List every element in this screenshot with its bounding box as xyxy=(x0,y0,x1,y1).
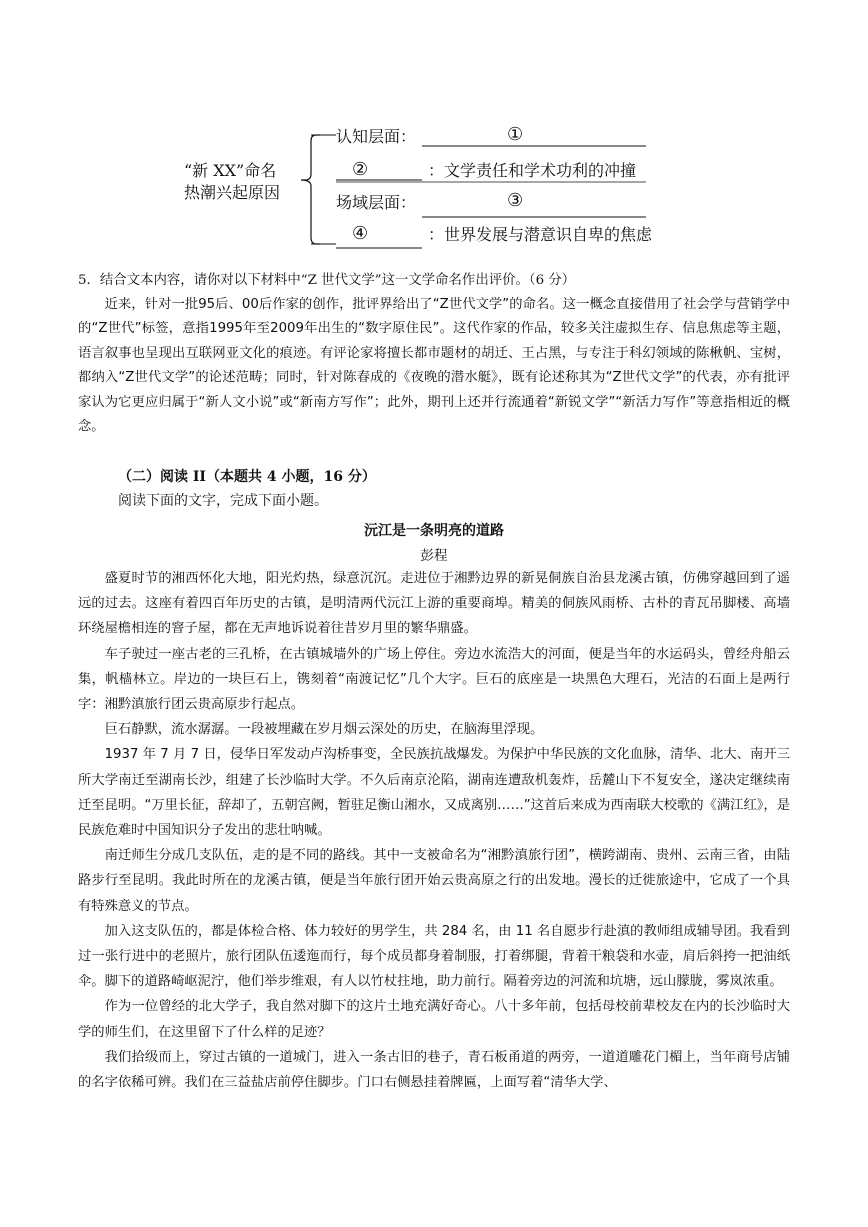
article-paragraph: 加入这支队伍的，都是体检合格、体力较好的男学生，共 284 名，由 11 名自愿步行赴滇的教师组成辅导团。我看到过一张行进中的老照片，旅行团队伍逶迤而行，每个成员都身着制服，打着绑腿，背着干粮袋和水壶，肩后斜挎一把油纸伞。脚下的道路崎岖泥泞，他们举步维艰，有人以竹杖拄地，助力前行。隔着旁边的河流和坑塘，远山朦胧，雾岚浓重。 xyxy=(78,923,790,990)
diagram-left-label-line1: “新 XX”命名 xyxy=(184,161,277,180)
article-title: 沅江是一条明亮的道路 xyxy=(364,523,504,539)
material-paragraph: 近来，针对一批95后、00后作家的创作，批评界给出了“Z世代文学”的命名。这一概念直接借用了社会学与营销学中的“Z世代”标签，意指1995年至2009年出生的“数字原住民”。这代作家的作品，较多关注虚拟生存、信息焦虑等主题，语言叙事也呈现出互联网亚文化的痕迹。有评论家将擅长都市题材的胡迁、王占黑，与专注于科幻领域的陈楸帆、宝树，都纳入“Z世代文学”的论述范畴；同时，针对陈春成的《夜晚的潜水艇》，既有论述称其为“Z世代文学”的代表，亦有批评家认为它更应归属于“新人文小说”或“新南方写作”；此外，期刊上还并行流通着“新锐文学”“新活力写作”等意指相近的概念。 xyxy=(78,297,790,435)
article-body xyxy=(78,566,790,1095)
article-author: 彭程 xyxy=(420,548,448,564)
row3-label: 场域层面： xyxy=(336,193,417,212)
article-paragraph: 南迁师生分成几支队伍，走的是不同的路线。其中一支被命名为“湘黔滇旅行团”，横跨湖南、贵州、云南三省，由陆路步行至昆明。我此时所在的龙溪古镇，便是当年旅行团开始云贵高原之行的出发地。漫长的迁徙旅途中，它成了一个具有特殊意义的节点。 xyxy=(78,848,790,914)
question-5-material xyxy=(78,293,790,439)
row2-text: ：文学责任和学术功利的冲撞 xyxy=(428,161,637,180)
article-paragraph: 巨石静默，流水潺潺。一段被埋藏在岁月烟云深处的历史，在脑海里浮现。 xyxy=(104,722,544,738)
row2-blank-number: ② xyxy=(352,159,369,180)
row4-blank-number: ④ xyxy=(352,223,369,244)
row1-blank-number: ① xyxy=(507,124,524,145)
row3-blank-number: ③ xyxy=(507,190,524,211)
article-paragraph: 我们拾级而上，穿过古镇的一道城门，进入一条古旧的巷子，青石板甬道的两旁，一道道雕花门楣上，当年商号店铺的名字依稀可辨。我们在三益盐店前停住脚步。门口右侧悬挂着牌匾，上面写着“清华大学、 xyxy=(78,1049,790,1091)
section-instruction: 阅读下面的文字，完成下面小题。 xyxy=(118,493,328,509)
section-heading: （二）阅读 II（本题共 4 小题，16 分） xyxy=(118,469,376,485)
article-paragraph: 盛夏时节的湘西怀化大地，阳光灼热，绿意沉沉。走进位于湘黔边界的新晃侗族自治县龙溪古镇，仿佛穿越回到了遥远的过去。这座有着四百年历史的古镇，是明清两代沅江上游的重要商埠。精美的侗族风雨桥、古朴的青瓦吊脚楼、高墙环绕屋檐相连的窨子屋，都在无声地诉说着往昔岁月里的繁华鼎盛。 xyxy=(78,571,790,637)
article-paragraph: 车子驶过一座古老的三孔桥，在古镇城墙外的广场上停住。旁边水流浩大的河面，便是当年的水运码头，曾经舟船云集，帆樯林立。岸边的一块巨石上，镌刻着“南渡记忆”几个大字。巨石的底座是一块黑色大理石，光洁的石面上是两行字：湘黔滇旅行团云贵高原步行起点。 xyxy=(78,646,790,713)
article-paragraph: 1937 年 7 月 7 日，侵华日军发动卢沟桥事变，全民族抗战爆发。为保护中华民族的文化血脉，清华、北大、南开三所大学南迁至湖南长沙，组建了长沙临时大学。不久后南京沦陷，湖南连遭敌机轰炸，岳麓山下不复安全，遂决定继续南迁至昆明。“万里长征，辞却了，五朝宫阙，暂驻足衡山湘水，又成离别……”这首后来成为西南联大校歌的《满江红》，是民族危难时中国知识分子发出的悲壮呐喊。 xyxy=(78,747,790,839)
question-5-prompt: 5．结合文本内容，请你对以下材料中“Z 世代文学”这一文学命名作出评价。（6 分） xyxy=(78,273,576,288)
cause-diagram xyxy=(170,120,690,250)
row4-text: ：世界发展与潜意识自卑的焦虑 xyxy=(428,225,653,244)
article-paragraph: 作为一位曾经的北大学子，我自然对脚下的这片土地充满好奇心。八十多年前，包括母校前辈校友在内的长沙临时大学的师生们，在这里留下了什么样的足迹？ xyxy=(78,999,790,1040)
brace-shape xyxy=(301,135,320,244)
row1-label: 认知层面： xyxy=(336,127,417,146)
diagram-left-label-line2: 热潮兴起原因 xyxy=(184,183,281,202)
